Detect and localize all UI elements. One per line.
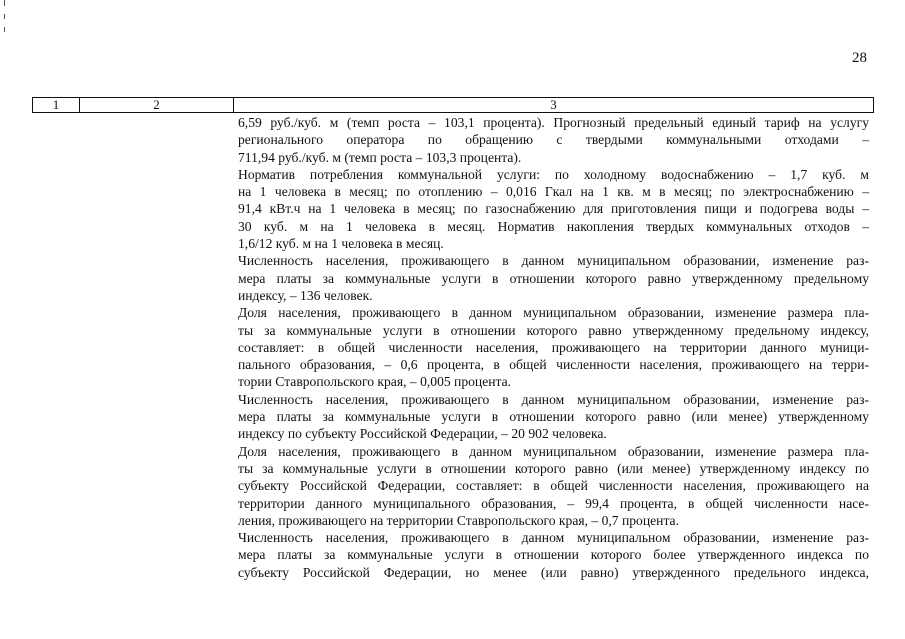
scan-edge-mark bbox=[4, 0, 5, 6]
text-line: 30 куб. м на 1 человека в месяц. Норматив накопления твердых коммунальных отходов – bbox=[238, 218, 869, 234]
text-line: Доля населения, проживающего в данном муниципальном образовании, изменение размера пла- bbox=[238, 305, 869, 321]
text-line: Численность населения, проживающего в данном муниципальном образовании, изменение раз- bbox=[238, 391, 869, 407]
table-header-col-2: 2 bbox=[79, 98, 233, 112]
scan-edge-mark bbox=[4, 14, 5, 19]
text-line: мера платы за коммунальные услуги в отношении которого равно (или менее) утвержденному bbox=[238, 409, 869, 425]
page-number: 28 bbox=[852, 50, 867, 66]
text-line: Численность населения, проживающего в данном муниципальном образовании, изменение раз- bbox=[238, 253, 869, 269]
table-header-col-3: 3 bbox=[233, 98, 873, 112]
text-line: Доля населения, проживающего в данном муниципальном образовании, изменение размера пла- bbox=[238, 443, 869, 459]
text-line: мера платы за коммунальные услуги в отношении которого более утвержденного индекса по bbox=[238, 547, 869, 563]
text-line: мера платы за коммунальные услуги в отношении которого равно утвержденному предельному bbox=[238, 270, 869, 286]
text-line: территории данного муниципального образования, – 99,4 процента, в общей численности насе- bbox=[238, 495, 869, 511]
body-text bbox=[238, 114, 869, 581]
text-line: субъекту Российской Федерации, составляет: в общей численности населения, проживающего на bbox=[238, 478, 869, 494]
text-line: 711,94 руб./куб. м (темп роста – 103,3 процента). bbox=[238, 149, 522, 165]
text-line: индексу по субъекту Российской Федерации, – 20 902 человека. bbox=[238, 426, 607, 442]
text-line: индексу, – 136 человек. bbox=[238, 287, 373, 303]
text-line: составляет: в общей численности населения, проживающего на территории данного муници- bbox=[238, 339, 869, 355]
text-line: тории Ставропольского края, – 0,005 процента. bbox=[238, 374, 512, 390]
table-header-col-1: 1 bbox=[52, 97, 60, 112]
text-line: Численность населения, проживающего в данном муниципальном образовании, изменение раз- bbox=[238, 530, 869, 546]
text-line: ты за коммунальные услуги в отношении которого равно (или менее) утвержденному индексу по bbox=[238, 460, 869, 476]
scan-edge-mark bbox=[4, 27, 5, 32]
text-line: регионального оператора по обращению с твердыми коммунальными отходами – bbox=[238, 132, 869, 148]
text-line: субъекту Российской Федерации, но менее (или равно) утвержденного предельного индекса, bbox=[238, 564, 869, 580]
text-line: 91,4 кВт.ч на 1 человека в месяц; по газоснабжению для приготовления пищи и подогрева воды – bbox=[238, 201, 869, 217]
table-header-row bbox=[32, 97, 874, 113]
text-line: 6,59 руб./куб. м (темп роста – 103,1 процента). Прогнозный предельный единый тариф на услугу bbox=[238, 115, 869, 130]
text-line: ты за коммунальные услуги в отношении которого равно утвержденному предельному индексу, bbox=[238, 322, 869, 338]
text-line: ления, проживающего на территории Ставропольского края, – 0,7 процента. bbox=[238, 512, 679, 528]
text-line: 1,6/12 куб. м на 1 человека в месяц. bbox=[238, 236, 444, 252]
text-line: пального образования, – 0,6 процента, в общей численности населения, проживающего на терри- bbox=[238, 357, 869, 373]
text-line: Норматив потребления коммунальной услуги: по холодному водоснабжению – 1,7 куб. м bbox=[238, 166, 869, 182]
text-line: на 1 человека в месяц; по отоплению – 0,016 Гкал на 1 кв. м в месяц; по электроснабжению – bbox=[238, 184, 869, 200]
